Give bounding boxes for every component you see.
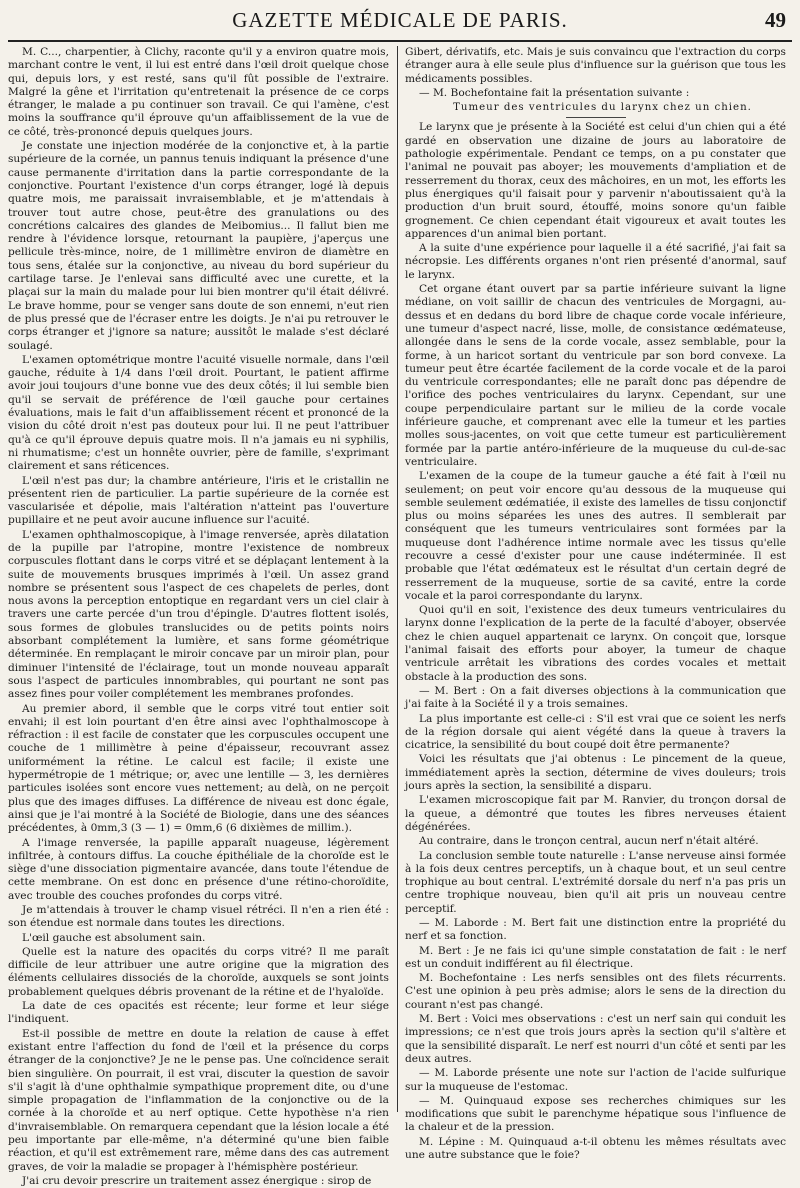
text-columns	[8, 46, 792, 1187]
paragraph: Gibert, dérivatifs, etc. Mais je suis convaincu que l'extraction du corps étranger aura à elle seule plus d'influence sur la guérison que tous les médicaments possibles.	[405, 46, 786, 85]
paragraph: Le larynx que je présente à la Société est celui d'un chien qui a été gardé en observation une dizaine de jours au laboratoire de pathologie expérimentale. Pendant ce temps, on a pu constater que l'animal ne pouvait pas aboyer; les mouvements d'ampliation et de resserrement du thorax, ceux des mâchoires, en un mot, les efforts les plus énergiques qu'il faisait pour y parvenir n'aboutissaient qu'à la production d'un bruit sourd, étouffé, moins sonore qu'un faible grognement. Ce chien cependant était vigoureux et avait toutes les apparences d'un animal bien portant.	[405, 121, 786, 240]
page-number: 49	[765, 8, 786, 32]
paragraph: La date de ces opacités est récente; leur forme et leur siége l'indiquent.	[8, 1000, 389, 1026]
paragraph: — M. Laborde présente une note sur l'action de l'acide sulfurique sur la muqueuse de l'estomac.	[405, 1067, 786, 1093]
right-column	[405, 46, 786, 1162]
section-title: Tumeur des ventricules du larynx chez un chien.	[453, 102, 752, 114]
paragraph: M. C..., charpentier, à Clichy, raconte qu'il y a environ quatre mois, marchant contre le vent, il lui est entré dans l'œil droit quelque chose qui, depuis lors, y est resté, sans qu'il fût possible de l'extraire. Malgré la gêne et l'irritation qu'entretenait la présence de ce corps étranger, le malade a pu continuer son travail. Ce qui l'amène, c'est moins la souffrance qu'il éprouve qu'un affaiblissement de la vue de ce côté, très-prononcé depuis quelques jours.	[8, 46, 389, 138]
paragraph: — M. Bert : On a fait diverses objections à la communication que j'ai faite à la Société il y a trois semaines.	[405, 684, 786, 711]
running-title: GAZETTE MÉDICALE DE PARIS.	[232, 8, 568, 32]
newspaper-page	[8, 6, 792, 1187]
paragraph: Au contraire, dans le tronçon central, aucun nerf n'était altéré.	[419, 835, 759, 848]
paragraph: L'œil gauche est absolument sain.	[22, 931, 206, 944]
announcement: — M. Bochefontaine fait la présentation suivante :	[419, 86, 690, 99]
paragraph: Au premier abord, il semble que le corps vitré tout entier soit envahi; il est loin pourtant d'en être ainsi avec l'ophthalmoscope à réfraction : il est facile de constater que les corpuscules occupent une couche de 1 millimètre à peine d'épaisseur, recouvrant assez uniformément la rétine. Le calcul est facile; il existe une hypermétropie de 1 métrique; or, avec une lentille — 3, les dernières particules isolées sont encore vues nettement; au delà, on ne perçoit plus que des images diffuses. La différence de niveau est donc égale, ainsi que je l'ai montré à la Société de Biologie, dans une des séances précédentes, à 0mm,3 (3 — 1) = 0mm,6 (6 dixièmes de millim.).	[8, 702, 389, 835]
paragraph: M. Bert : Voici mes observations : c'est un nerf sain qui conduit les impressions; ce n'est que trois jours après la section qu'il s'altère et que la sensibilité disparaît. Le nerf est nourri d'un côté et senti par les deux autres.	[405, 1013, 786, 1065]
paragraph: A l'image renversée, la papille apparaît nuageuse, légèrement infiltrée, à contours diffus. La couche épithéliale de la choroïde est le siège d'une dissociation pigmentaire avancée, dans toute l'étendue de cette membrane. On est donc en présence d'une rétino-choroïdite, avec trouble des couches profondes du corps vitré.	[8, 836, 389, 902]
paragraph: — M. Quinquaud expose ses recherches chimiques sur les modifications que subit le parenchyme hépatique sous l'influence de la chaleur et de la pression.	[405, 1094, 786, 1134]
paragraph: L'examen de la coupe de la tumeur gauche a été fait à l'œil nu seulement; on peut voir encore qu'au dessous de la muqueuse qui semble seulement œdématiée, il existe des lamelles de tissu conjonctif plus ou moins séparées les unes des autres. Il semblerait par conséquent que les tumeurs ventriculaires sont formées par la muqueuse dont l'adhérence intime normale avec les tissus qu'elle recouvre a cessé d'exister pour une cause indéterminée. Il est probable que l'état œdémateux est le résultat d'un certain degré de resserrement de la muqueuse, sortie de sa cavité, entre la corde vocale et la paroi correspondante du larynx.	[405, 470, 786, 602]
paragraph: L'examen microscopique fait par M. Ranvier, du tronçon dorsal de la queue, a démontré que toutes les fibres nerveuses étaient dégénérées.	[405, 794, 786, 833]
paragraph: J'ai cru devoir prescrire un traitement assez énergique : sirop de	[22, 1174, 372, 1187]
paragraph: A la suite d'une expérience pour laquelle il a été sacrifié, j'ai fait sa nécropsie. Les différents organes n'ont rien présenté d'anormal, sauf le larynx.	[405, 242, 786, 281]
title-rule	[566, 117, 626, 118]
paragraph: M. Lépine : M. Quinquaud a-t-il obtenu les mêmes résultats avec une autre substance que le foie?	[405, 1135, 786, 1162]
paragraph: Quelle est la nature des opacités du corps vitré? Il me paraît difficile de leur attribuer une autre origine que la migration des éléments cellulaires dissociés de la choroïde, auxquels se sont joints probablement quelques débris provenant de la rétine et de l'hyaloïde.	[8, 945, 389, 998]
column-divider	[397, 46, 398, 1112]
page-header	[8, 6, 792, 42]
paragraph: L'examen optométrique montre l'acuité visuelle normale, dans l'œil gauche, réduite à 1/4 dans l'œil droit. Pourtant, le patient affirme avoir joui toujours d'une bonne vue des deux côtés; il lui semble bien qu'il se servait de préférence de l'œil gauche pour certaines évaluations, mais le fait d'un affaiblissement récent et prononcé de la vision du côté droit n'est pas douteux pour lui. Il ne peut l'attribuer qu'à ce qu'il éprouve depuis quatre mois. Il n'a jamais eu ni syphilis, ni rhumatisme; c'est un honnête ouvrier, père de famille, s'exprimant clairement et sans réticences.	[8, 353, 389, 473]
paragraph: — M. Laborde : M. Bert fait une distinction entre la propriété du nerf et sa fonction.	[405, 917, 786, 943]
paragraph: L'examen ophthalmoscopique, à l'image renversée, après dilatation de la pupille par l'atropine, montre l'existence de nombreux corpuscules flottant dans le corps vitré et se déplaçant lentement à la suite de mouvements brusques imprimés à l'œil. Un assez grand nombre se présentent sous l'aspect de ces chapelets de perles, dont nous avons la perception entoptique en regardant vers un ciel clair à travers une carte percée d'un trou d'épingle. D'autres flottent isolés, sous formes de globules translucides ou de petits points noirs absorbant complétement la lumière, et sans forme géométrique déterminée. En remplaçant le miroir concave par un miroir plan, pour diminuer l'intensité de l'éclairage, tout un monde nouveau apparaît sous l'aspect de particules innombrables, qui pourtant ne sont pas assez fines pour voiler complétement les membranes profondes.	[8, 528, 389, 701]
paragraph: Voici les résultats que j'ai obtenus : Le pincement de la queue, immédiatement après la section, détermine de vives douleurs; trois jours après la section, la sensibilité a disparu.	[405, 753, 786, 793]
paragraph: Cet organe étant ouvert par sa partie inférieure suivant la ligne médiane, on voit saillir de chacun des ventricules de Morgagni, au-dessus et en dedans du bord libre de chaque corde vocale inférieure, une tumeur d'aspect nacré, lisse, molle, de consistance œdémateuse, allongée dans le sens de la corde vocale, assez semblable, pour la forme, à un haricot sortant du ventricule par son bord convexe. La tumeur peut être écartée facilement de la corde vocale et de la paroi du ventricule correspondantes; elle ne paraît donc pas dépendre de l'orifice des poches ventriculaires du larynx. Cependant, sur une coupe perpendiculaire partant sur le milieu de la corde vocale inférieure gauche, et comprenant avec elle la tumeur et les parties molles sous-jacentes, on voit que cette tumeur est particulièrement formée par la partie antéro-inférieure de la muqueuse du cul-de-sac ventriculaire.	[405, 283, 786, 468]
paragraph: La conclusion semble toute naturelle : L'anse nerveuse ainsi formée à la fois deux centres perceptifs, un à chaque bout, et un seul centre trophique au bout central. L'extrémité dorsale du nerf n'a pas pris un centre trophique nouveau, bien qu'il ait pris un nouveau centre perceptif.	[405, 849, 786, 915]
paragraph: La plus importante est celle-ci : S'il est vrai que ce soient les nerfs de la région dorsale qui aient végété dans la queue à travers la cicatrice, la sensibilité du bout coupé doit être permanente?	[405, 712, 786, 752]
paragraph: M. Bert : Je ne fais ici qu'une simple constatation de fait : le nerf est un conduit indifférent au fil électrique.	[405, 944, 786, 970]
paragraph: L'œil n'est pas dur; la chambre antérieure, l'iris et le cristallin ne présentent rien de particulier. La partie supérieure de la cornée est vascularisée et dépolie, mais l'altération n'atteint pas l'ouverture pupillaire et ne peut avoir aucune influence sur l'acuité.	[8, 474, 389, 527]
paragraph: Je m'attendais à trouver le champ visuel rétréci. Il n'en a rien été : son étendue est normale dans toutes les directions.	[8, 904, 389, 930]
left-column	[8, 46, 389, 1187]
paragraph: Est-il possible de mettre en doute la relation de cause à effet existant entre l'affection du fond de l'œil et la présence du corps étranger de la conjonctive? Je ne le pense pas. Une coïncidence serait bien singulière. On pourrait, il est vrai, discuter la question de savoir s'il s'agit là d'une ophthalmie sympathique proprement dite, ou d'une simple propagation de l'inflammation de la conjonctive ou de la cornée à la choroïde et au nerf optique. Cette hypothèse n'a rien d'invraisemblable. On remarquera cependant que la lésion locale a été peu importante par elle-même, n'a déterminé qu'une bien faible réaction, et qu'il est extrêmement rare, même dans des cas autrement graves, de voir la maladie se propager à l'hémisphère postérieur.	[8, 1027, 389, 1173]
paragraph: M. Bochefontaine : Les nerfs sensibles ont des filets récurrents. C'est une opinion à peu près admise; alors le sens de la direction du courant n'est pas changé.	[405, 972, 786, 1011]
paragraph: Quoi qu'il en soit, l'existence des deux tumeurs ventriculaires du larynx donne l'explication de la perte de la faculté d'aboyer, observée chez le chien auquel appartenait ce larynx. On conçoit que, lorsque l'animal faisait des efforts pour aboyer, la tumeur de chaque ventricule arrêtait les vibrations des cordes vocales et mettait obstacle à la production des sons.	[405, 604, 786, 683]
paragraph: Je constate une injection modérée de la conjonctive et, à la partie supérieure de la cornée, un pannus tenuis indiquant la présence d'une cause permanente d'irritation dans la partie correspondante de la conjonctive. Pourtant l'existence d'un corps étranger, logé là depuis quatre mois, me paraissait invraisemblable, et je m'attendais à trouver tout autre chose, peut-être des granulations ou des concrétions calcaires des glandes de Meibomius... Il fallut bien me rendre à l'évidence lorsque, retournant la paupière, j'aperçus une pellicule très-mince, noire, de 1 millimètre environ de diamètre en tous sens, étalée sur la conjonctive, au niveau du bord supérieur du cartilage tarse. Je l'enlevai sans difficulté avec une curette, et la plaçai sur la main du malade pour lui bien montrer qu'il était délivré. Le brave homme, pour se venger sans doute de son ennemi, n'eut rien de plus pressé que de l'écraser entre les doigts. Je n'ai pu retrouver le corps étranger et j'ignore sa nature; aussitôt le malade s'est déclaré soulagé.	[8, 140, 389, 352]
